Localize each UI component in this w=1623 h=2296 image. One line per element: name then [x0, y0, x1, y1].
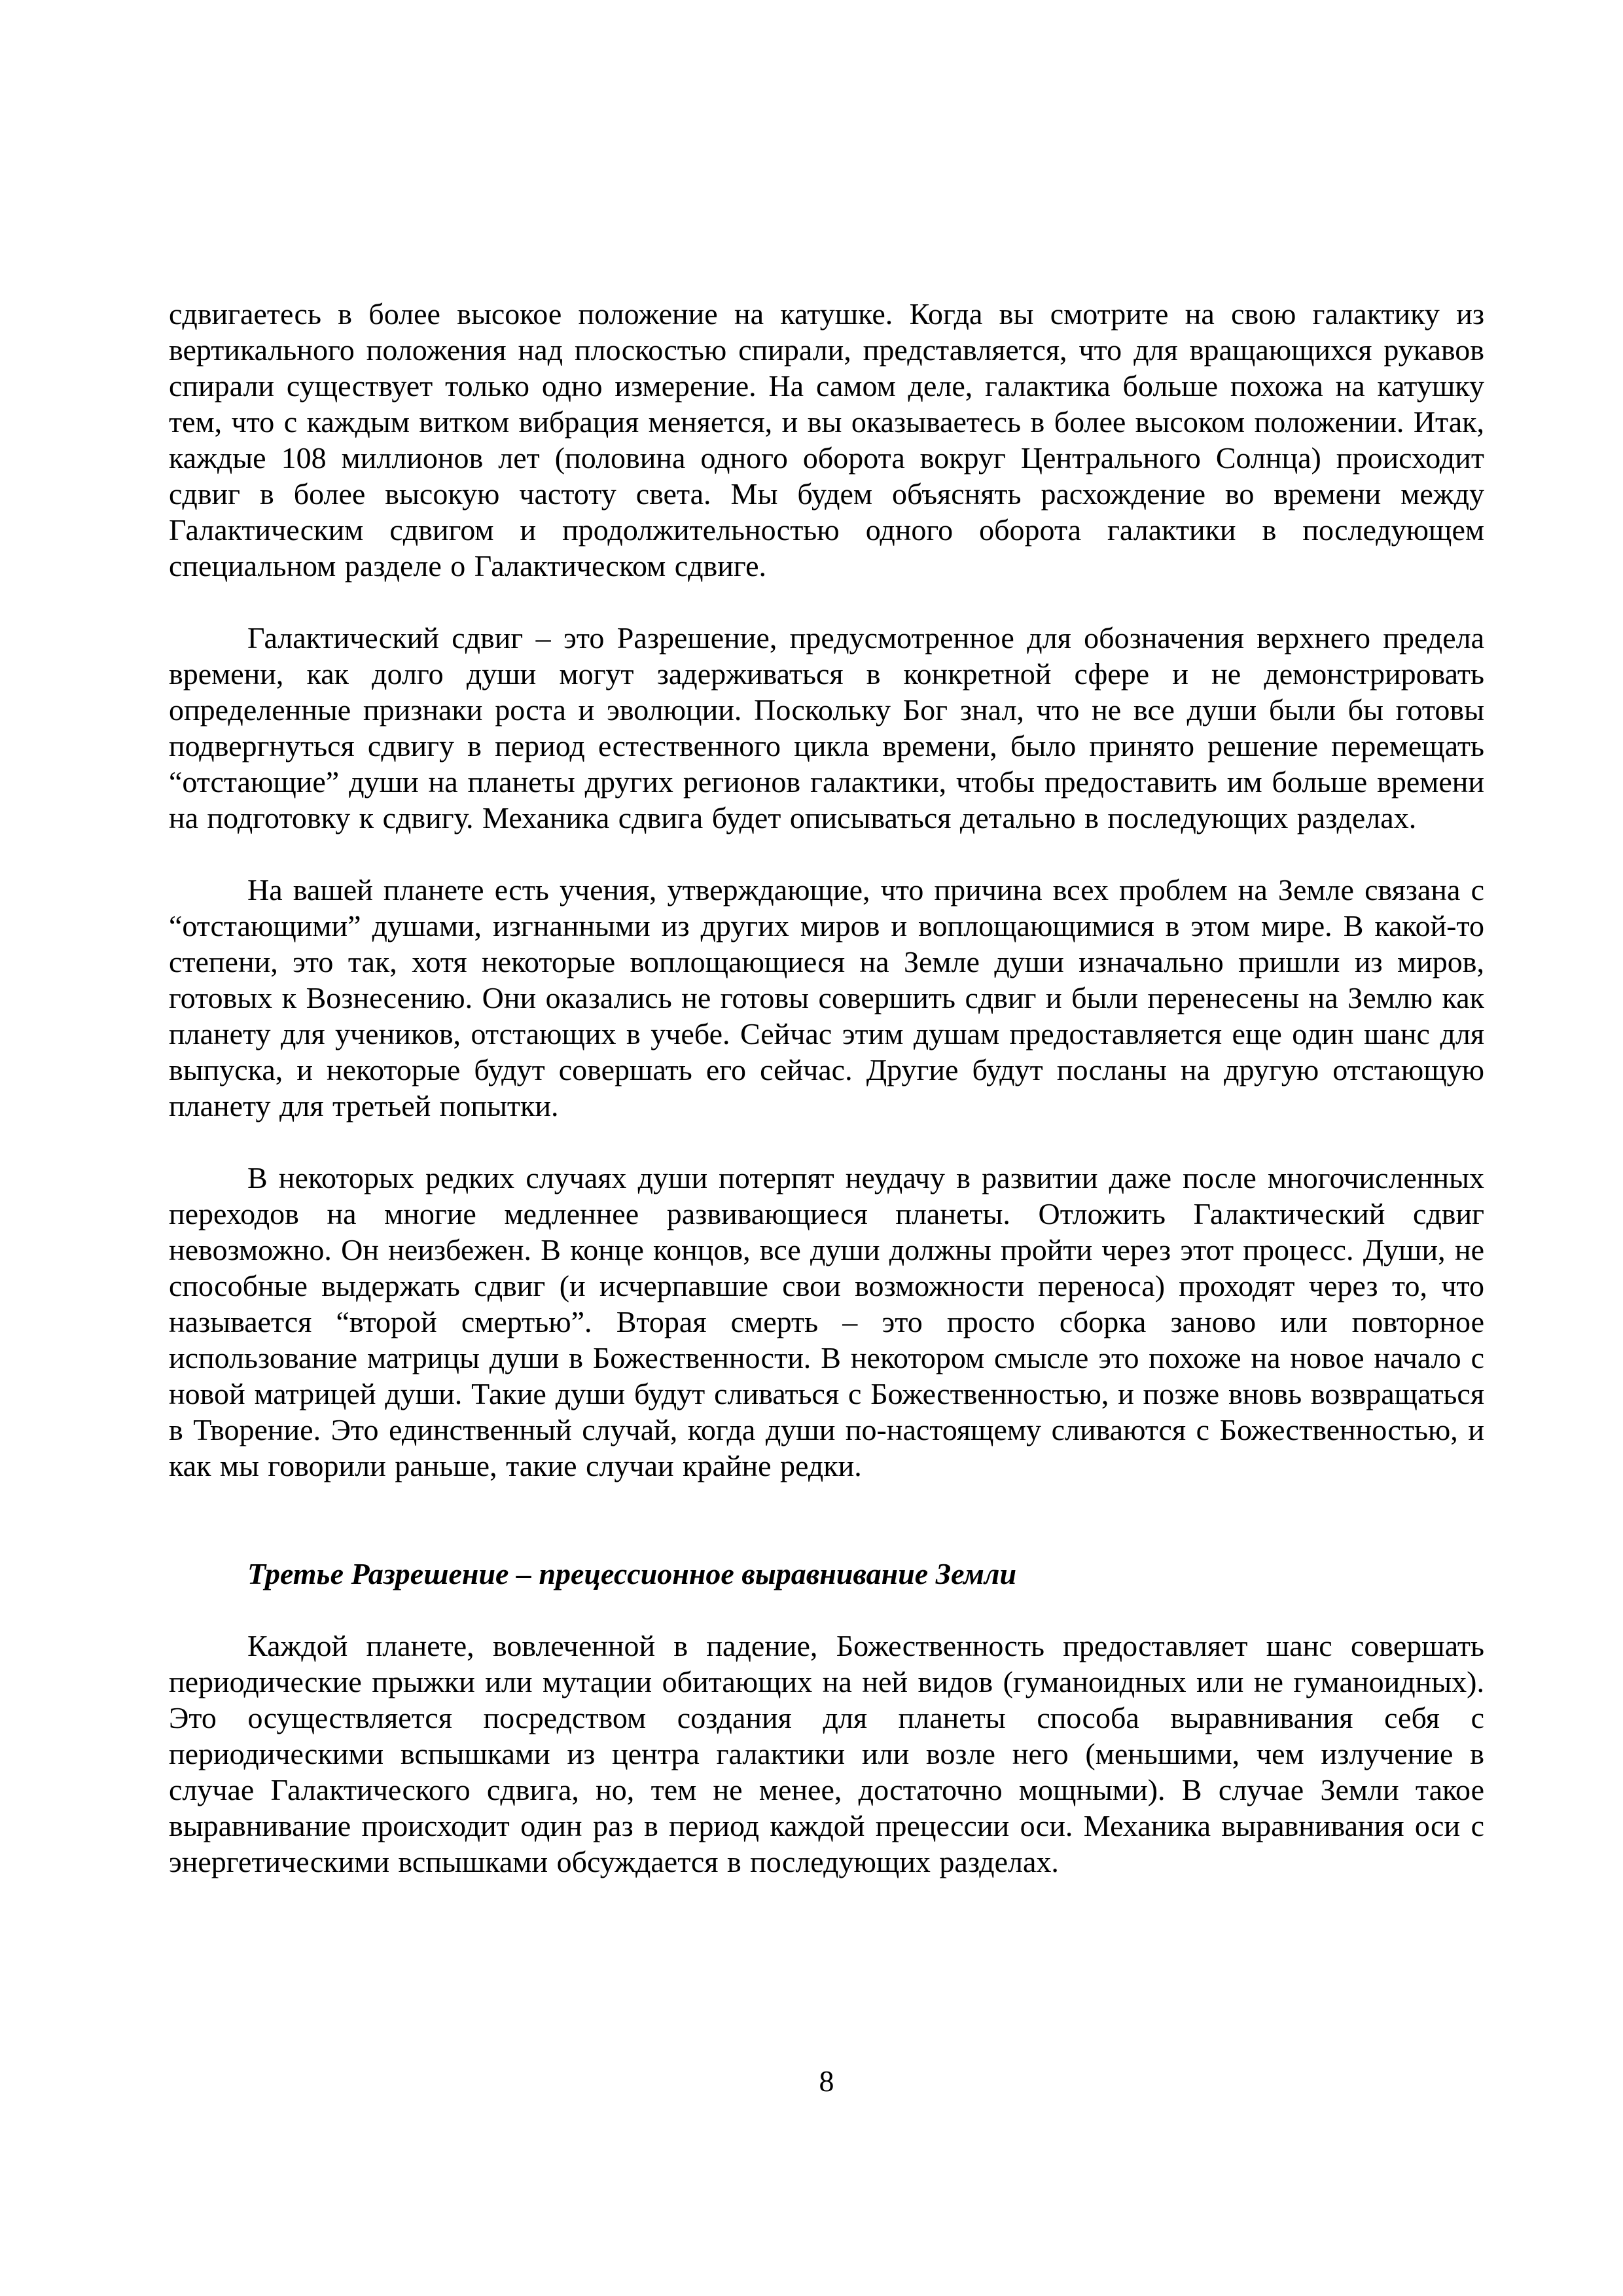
- section-heading-third-dispensation: Третье Разрешение – прецессионное выравнивание Земли: [247, 1557, 1017, 1590]
- page-number: 8: [819, 2064, 834, 2098]
- page-body: [169, 296, 1484, 1916]
- paragraph-precessional-alignment: Каждой планете, вовлеченной в падение, Божественность предоставляет шанс совершать периодические прыжки или мутации обитающих на ней видов (гуманоидных или не гуманоидных). Это осуществляется посредством создания для планеты способа выравнивания себя с периодическими вспышками из центра галактики или возле него (меньшими, чем излучение в случае Галактического сдвига, но, тем не менее, достаточно мощными). В случае Земли такое выравнивание происходит один раз в период каждой прецессии оси. Механика выравнивания оси с энергетическими вспышками обсуждается в последующих разделах.: [169, 1629, 1484, 1878]
- paragraph-galactic-shift-dispensation: Галактический сдвиг – это Разрешение, предусмотренное для обозначения верхнего предела времени, как долго души могут задерживаться в конкретной сфере и не демонстрировать определенные признаки роста и эволюции. Поскольку Бог знал, что не все души были бы готовы подвергнуться сдвигу в период естественного цикла времени, было принято решение перемещать “отстающие” души на планеты других регионов галактики, чтобы предоставить им больше времени на подготовку к сдвигу. Механика сдвига будет описываться детально в последующих разделах.: [169, 621, 1484, 834]
- paragraph-laggard-souls: На вашей планете есть учения, утверждающие, что причина всех проблем на Земле связана с “отстающими” душами, изгнанными из других миров и воплощающимися в этом мире. В какой-то степени, это так, хотя некоторые воплощающиеся на Земле души изначально пришли из миров, готовых к Вознесению. Они оказались не готовы совершить сдвиг и были перенесены на Землю как планету для учеников, отстающих в учебе. Сейчас этим душам предоставляется еще один шанс для выпуска, и некоторые будут совершать его сейчас. Другие будут посланы на другую отстающую планету для третьей попытки.: [169, 873, 1484, 1122]
- paragraph-second-death: В некоторых редких случаях души потерпят неудачу в развитии даже после многочисленных переходов на многие медленнее развивающиеся планеты. Отложить Галактический сдвиг невозможно. Он неизбежен. В конце концов, все души должны пройти через этот процесс. Души, не способные выдержать сдвиг (и исчерпавшие свои возможности переноса) проходят через то, что называется “второй смертью”. Вторая смерть – это просто сборка заново или повторное использование матрицы души в Божественности. В некотором смысле это похоже на новое начало с новой матрицей души. Такие души будут сливаться с Божественностью, и позже вновь возвращаться в Творение. Это единственный случай, когда души по-настоящему сливаются с Божественностью, и как мы говорили раньше, такие случаи крайне редки.: [169, 1161, 1484, 1482]
- paragraph-galactic-shift-intro: сдвигаетесь в более высокое положение на катушке. Когда вы смотрите на свою галактику из вертикального положения над плоскостью спирали, представляется, что для вращающихся рукавов спирали существует только одно измерение. На самом деле, галактика больше похожа на катушку тем, что с каждым витком вибрация меняется, и вы оказываетесь в более высоком положении. Итак, каждые 108 миллионов лет (половина одного оборота вокруг Центрального Солнца) происходит сдвиг в более высокую частоту света. Мы будем объяснять расхождение во времени между Галактическим сдвигом и продолжительностью одного оборота галактики в последующем специальном разделе о Галактическом сдвиге.: [169, 297, 1484, 583]
